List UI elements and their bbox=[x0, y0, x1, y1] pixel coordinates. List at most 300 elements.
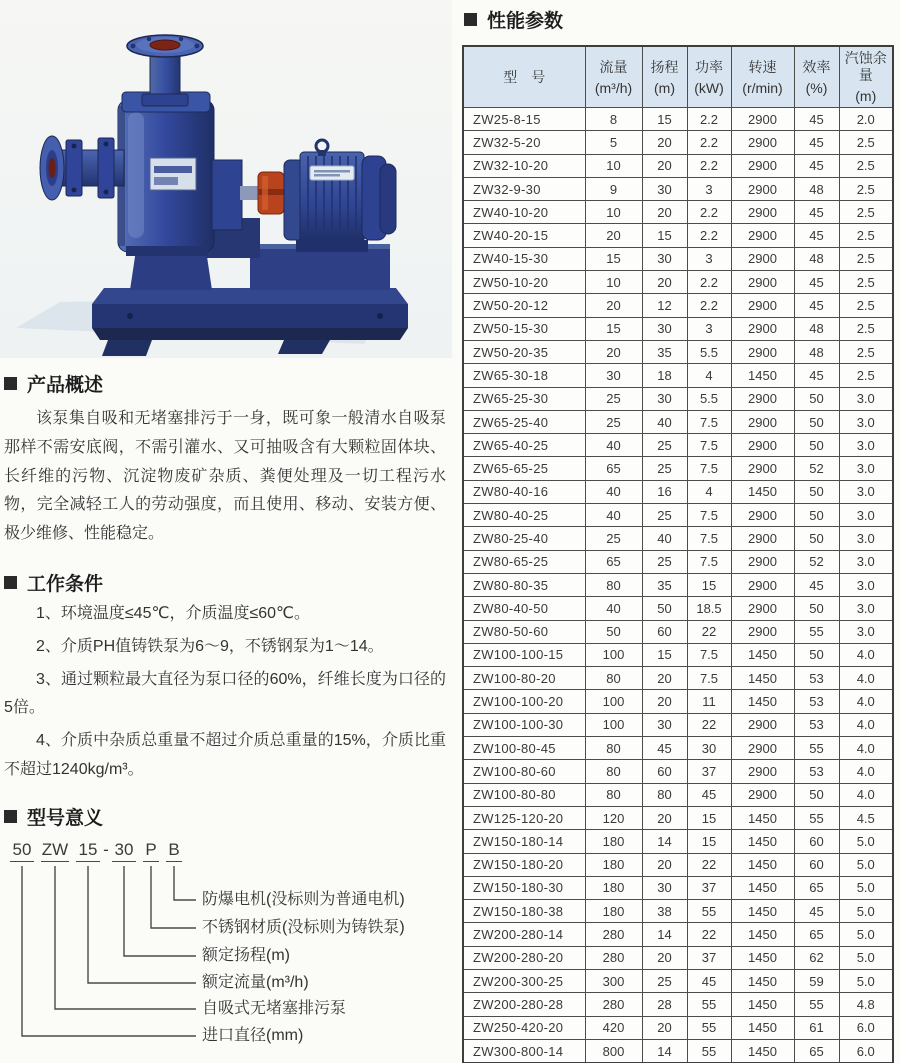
value-cell: 45 bbox=[794, 573, 839, 596]
value-cell: 100 bbox=[585, 713, 642, 736]
table-row bbox=[463, 271, 893, 294]
value-cell: 60 bbox=[794, 830, 839, 853]
value-cell: 50 bbox=[794, 597, 839, 620]
table-row bbox=[463, 876, 893, 899]
value-cell: 15 bbox=[687, 573, 731, 596]
value-cell: 18.5 bbox=[687, 597, 731, 620]
model-cell: ZW40-15-30 bbox=[463, 247, 585, 270]
value-cell: 14 bbox=[642, 1039, 687, 1063]
conditions-list bbox=[0, 600, 452, 785]
value-cell: 1450 bbox=[731, 946, 794, 969]
value-cell: 3.0 bbox=[839, 387, 893, 410]
conditions-title: 工作条件 bbox=[27, 573, 104, 595]
model-cell: ZW65-25-40 bbox=[463, 410, 585, 433]
value-cell: 7.5 bbox=[687, 667, 731, 690]
value-cell: 22 bbox=[687, 923, 731, 946]
value-cell: 53 bbox=[794, 667, 839, 690]
value-cell: 280 bbox=[585, 923, 642, 946]
diagram-line bbox=[55, 866, 196, 1009]
value-cell: 40 bbox=[585, 480, 642, 503]
section-model-meaning bbox=[0, 803, 452, 1058]
value-cell: 3.0 bbox=[839, 457, 893, 480]
model-cell: ZW300-800-14 bbox=[463, 1039, 585, 1063]
value-cell: 15 bbox=[585, 317, 642, 340]
value-cell: 55 bbox=[794, 620, 839, 643]
value-cell: 2.5 bbox=[839, 317, 893, 340]
overview-heading bbox=[4, 370, 452, 397]
value-cell: 25 bbox=[642, 504, 687, 527]
table-row bbox=[463, 573, 893, 596]
performance-title: 性能参数 bbox=[487, 11, 564, 32]
model-meaning-heading bbox=[4, 803, 452, 830]
model-cell: ZW150-180-20 bbox=[463, 853, 585, 876]
value-cell: 25 bbox=[585, 527, 642, 550]
model-cell: ZW100-80-60 bbox=[463, 760, 585, 783]
diagram-label: 额定流量(m³/h) bbox=[202, 973, 309, 991]
value-cell: 45 bbox=[794, 900, 839, 923]
value-cell: 1450 bbox=[731, 1016, 794, 1039]
model-code-token: ZW bbox=[41, 840, 69, 862]
performance-table-body bbox=[463, 108, 893, 1063]
value-cell: 6.0 bbox=[839, 1016, 893, 1039]
model-cell: ZW32-9-30 bbox=[463, 177, 585, 200]
value-cell: 2.2 bbox=[687, 294, 731, 317]
value-cell: 5.0 bbox=[839, 853, 893, 876]
value-cell: 10 bbox=[585, 271, 642, 294]
model-cell: ZW200-280-28 bbox=[463, 993, 585, 1016]
value-cell: 62 bbox=[794, 946, 839, 969]
table-row bbox=[463, 340, 893, 363]
value-cell: 50 bbox=[794, 527, 839, 550]
square-bullet-icon bbox=[4, 377, 17, 390]
table-row bbox=[463, 946, 893, 969]
value-cell: 50 bbox=[794, 504, 839, 527]
value-cell: 38 bbox=[642, 900, 687, 923]
value-cell: 7.5 bbox=[687, 527, 731, 550]
value-cell: 800 bbox=[585, 1039, 642, 1063]
value-cell: 2.5 bbox=[839, 177, 893, 200]
table-row bbox=[463, 294, 893, 317]
table-row bbox=[463, 760, 893, 783]
model-cell: ZW80-25-40 bbox=[463, 527, 585, 550]
value-cell: 1450 bbox=[731, 969, 794, 992]
model-cell: ZW40-20-15 bbox=[463, 224, 585, 247]
value-cell: 2900 bbox=[731, 271, 794, 294]
table-row bbox=[463, 247, 893, 270]
value-cell: 3.0 bbox=[839, 410, 893, 433]
value-cell: 25 bbox=[642, 434, 687, 457]
left-column bbox=[0, 0, 452, 1058]
value-cell: 25 bbox=[585, 410, 642, 433]
performance-table bbox=[462, 45, 894, 1063]
value-cell: 60 bbox=[642, 760, 687, 783]
value-cell: 2.2 bbox=[687, 201, 731, 224]
value-cell: 2900 bbox=[731, 294, 794, 317]
value-cell: 60 bbox=[794, 853, 839, 876]
value-cell: 48 bbox=[794, 340, 839, 363]
model-cell: ZW80-50-60 bbox=[463, 620, 585, 643]
model-cell: ZW200-280-20 bbox=[463, 946, 585, 969]
table-row bbox=[463, 806, 893, 829]
table-row bbox=[463, 1016, 893, 1039]
value-cell: 2.5 bbox=[839, 340, 893, 363]
value-cell: 48 bbox=[794, 317, 839, 340]
value-cell: 65 bbox=[585, 550, 642, 573]
value-cell: 2900 bbox=[731, 154, 794, 177]
table-row bbox=[463, 993, 893, 1016]
value-cell: 3 bbox=[687, 177, 731, 200]
value-cell: 20 bbox=[642, 946, 687, 969]
value-cell: 2900 bbox=[731, 597, 794, 620]
value-cell: 20 bbox=[642, 131, 687, 154]
column-header: 流量 (m³/h) bbox=[585, 46, 642, 108]
value-cell: 3.0 bbox=[839, 504, 893, 527]
model-cell: ZW100-80-20 bbox=[463, 667, 585, 690]
square-bullet-icon bbox=[464, 13, 477, 26]
value-cell: 5.0 bbox=[839, 946, 893, 969]
value-cell: 2900 bbox=[731, 713, 794, 736]
value-cell: 40 bbox=[585, 504, 642, 527]
value-cell: 35 bbox=[642, 340, 687, 363]
value-cell: 40 bbox=[642, 410, 687, 433]
table-row bbox=[463, 969, 893, 992]
value-cell: 45 bbox=[794, 294, 839, 317]
pump-casing bbox=[118, 92, 214, 256]
model-cell: ZW80-40-50 bbox=[463, 597, 585, 620]
value-cell: 4.8 bbox=[839, 993, 893, 1016]
value-cell: 14 bbox=[642, 830, 687, 853]
bearing-bracket bbox=[212, 160, 242, 230]
value-cell: 30 bbox=[642, 876, 687, 899]
diagram-line bbox=[124, 866, 196, 956]
value-cell: 180 bbox=[585, 900, 642, 923]
value-cell: 15 bbox=[585, 247, 642, 270]
value-cell: 50 bbox=[794, 387, 839, 410]
value-cell: 120 bbox=[585, 806, 642, 829]
value-cell: 4.0 bbox=[839, 760, 893, 783]
square-bullet-icon bbox=[4, 810, 17, 823]
value-cell: 25 bbox=[642, 550, 687, 573]
value-cell: 50 bbox=[794, 783, 839, 806]
table-row bbox=[463, 457, 893, 480]
table-row bbox=[463, 177, 893, 200]
value-cell: 20 bbox=[642, 853, 687, 876]
value-cell: 4 bbox=[687, 480, 731, 503]
value-cell: 80 bbox=[585, 667, 642, 690]
value-cell: 22 bbox=[687, 853, 731, 876]
discharge-flange bbox=[127, 35, 203, 57]
value-cell: 20 bbox=[585, 340, 642, 363]
model-cell: ZW50-15-30 bbox=[463, 317, 585, 340]
value-cell: 37 bbox=[687, 876, 731, 899]
table-row bbox=[463, 410, 893, 433]
value-cell: 4.0 bbox=[839, 690, 893, 713]
value-cell: 8 bbox=[585, 108, 642, 131]
table-row bbox=[463, 667, 893, 690]
value-cell: 52 bbox=[794, 550, 839, 573]
table-row bbox=[463, 830, 893, 853]
model-cell: ZW250-420-20 bbox=[463, 1016, 585, 1039]
model-cell: ZW100-80-45 bbox=[463, 737, 585, 760]
value-cell: 22 bbox=[687, 620, 731, 643]
model-cell: ZW50-10-20 bbox=[463, 271, 585, 294]
table-row bbox=[463, 201, 893, 224]
value-cell: 61 bbox=[794, 1016, 839, 1039]
value-cell: 2.5 bbox=[839, 201, 893, 224]
table-row bbox=[463, 480, 893, 503]
value-cell: 65 bbox=[794, 923, 839, 946]
section-overview bbox=[0, 370, 452, 549]
model-cell: ZW40-10-20 bbox=[463, 201, 585, 224]
value-cell: 45 bbox=[794, 201, 839, 224]
value-cell: 1450 bbox=[731, 806, 794, 829]
value-cell: 2900 bbox=[731, 527, 794, 550]
value-cell: 7.5 bbox=[687, 643, 731, 666]
model-cell: ZW32-10-20 bbox=[463, 154, 585, 177]
overview-title: 产品概述 bbox=[27, 375, 104, 396]
value-cell: 1450 bbox=[731, 900, 794, 923]
model-code-token: 15 bbox=[76, 840, 100, 862]
motor bbox=[284, 140, 396, 252]
value-cell: 59 bbox=[794, 969, 839, 992]
value-cell: 280 bbox=[585, 946, 642, 969]
value-cell: 25 bbox=[642, 969, 687, 992]
model-cell: ZW65-25-30 bbox=[463, 387, 585, 410]
model-cell: ZW150-180-38 bbox=[463, 900, 585, 923]
table-row bbox=[463, 853, 893, 876]
value-cell: 2.5 bbox=[839, 131, 893, 154]
value-cell: 30 bbox=[585, 364, 642, 387]
value-cell: 52 bbox=[794, 457, 839, 480]
section-conditions bbox=[0, 569, 452, 785]
performance-table-head-row bbox=[463, 46, 893, 108]
value-cell: 53 bbox=[794, 713, 839, 736]
table-row bbox=[463, 317, 893, 340]
value-cell: 4.5 bbox=[839, 806, 893, 829]
model-cell: ZW100-100-20 bbox=[463, 690, 585, 713]
value-cell: 80 bbox=[642, 783, 687, 806]
diagram-label: 额定扬程(m) bbox=[202, 946, 290, 964]
value-cell: 2.0 bbox=[839, 108, 893, 131]
value-cell: 55 bbox=[794, 806, 839, 829]
value-cell: 45 bbox=[642, 737, 687, 760]
value-cell: 7.5 bbox=[687, 410, 731, 433]
value-cell: 11 bbox=[687, 690, 731, 713]
value-cell: 60 bbox=[642, 620, 687, 643]
value-cell: 180 bbox=[585, 876, 642, 899]
diagram-line bbox=[88, 866, 196, 983]
value-cell: 1450 bbox=[731, 993, 794, 1016]
value-cell: 15 bbox=[642, 643, 687, 666]
value-cell: 2.2 bbox=[687, 224, 731, 247]
value-cell: 2900 bbox=[731, 783, 794, 806]
value-cell: 1450 bbox=[731, 364, 794, 387]
table-row bbox=[463, 597, 893, 620]
value-cell: 2900 bbox=[731, 410, 794, 433]
condition-item: 2、介质PH值铸铁泵为6～9，不锈钢泵为1～14。 bbox=[36, 637, 384, 655]
model-cell: ZW100-100-15 bbox=[463, 643, 585, 666]
value-cell: 300 bbox=[585, 969, 642, 992]
diagram-line bbox=[174, 866, 196, 900]
square-bullet-icon bbox=[4, 576, 17, 589]
motor-feet bbox=[296, 240, 368, 252]
value-cell: 5.0 bbox=[839, 969, 893, 992]
column-header: 功率 (kW) bbox=[687, 46, 731, 108]
value-cell: 4.0 bbox=[839, 783, 893, 806]
model-cell: ZW100-100-30 bbox=[463, 713, 585, 736]
model-code-token: B bbox=[166, 840, 182, 862]
value-cell: 2900 bbox=[731, 108, 794, 131]
value-cell: 30 bbox=[642, 713, 687, 736]
model-cell: ZW125-120-20 bbox=[463, 806, 585, 829]
value-cell: 2900 bbox=[731, 224, 794, 247]
value-cell: 30 bbox=[642, 387, 687, 410]
value-cell: 3.0 bbox=[839, 620, 893, 643]
suction-pipe bbox=[40, 136, 124, 200]
value-cell: 2.2 bbox=[687, 154, 731, 177]
value-cell: 1450 bbox=[731, 923, 794, 946]
value-cell: 53 bbox=[794, 760, 839, 783]
value-cell: 2900 bbox=[731, 247, 794, 270]
value-cell: 25 bbox=[585, 387, 642, 410]
table-row bbox=[463, 131, 893, 154]
value-cell: 180 bbox=[585, 853, 642, 876]
table-row bbox=[463, 434, 893, 457]
column-header: 型 号 bbox=[463, 46, 585, 108]
value-cell: 4.0 bbox=[839, 643, 893, 666]
value-cell: 2.5 bbox=[839, 247, 893, 270]
value-cell: 2900 bbox=[731, 387, 794, 410]
table-row bbox=[463, 620, 893, 643]
table-row bbox=[463, 737, 893, 760]
table-row bbox=[463, 154, 893, 177]
column-header: 扬程 (m) bbox=[642, 46, 687, 108]
pump-photo bbox=[0, 0, 452, 358]
value-cell: 20 bbox=[642, 667, 687, 690]
model-meaning-title: 型号意义 bbox=[27, 807, 104, 829]
value-cell: 10 bbox=[585, 201, 642, 224]
value-cell: 4.0 bbox=[839, 737, 893, 760]
model-cell: ZW50-20-12 bbox=[463, 294, 585, 317]
value-cell: 45 bbox=[794, 154, 839, 177]
value-cell: 2.5 bbox=[839, 154, 893, 177]
value-cell: 10 bbox=[585, 154, 642, 177]
value-cell: 50 bbox=[794, 480, 839, 503]
value-cell: 48 bbox=[794, 177, 839, 200]
table-row bbox=[463, 900, 893, 923]
value-cell: 55 bbox=[687, 900, 731, 923]
value-cell: 7.5 bbox=[687, 550, 731, 573]
model-cell: ZW25-8-15 bbox=[463, 108, 585, 131]
value-cell: 48 bbox=[794, 247, 839, 270]
value-cell: 2900 bbox=[731, 737, 794, 760]
table-row bbox=[463, 504, 893, 527]
value-cell: 55 bbox=[794, 737, 839, 760]
value-cell: 45 bbox=[794, 108, 839, 131]
value-cell: 2900 bbox=[731, 504, 794, 527]
value-cell: 40 bbox=[585, 597, 642, 620]
value-cell: 15 bbox=[642, 108, 687, 131]
value-cell: 80 bbox=[585, 783, 642, 806]
value-cell: 2900 bbox=[731, 317, 794, 340]
value-cell: 5 bbox=[585, 131, 642, 154]
model-cell: ZW100-80-80 bbox=[463, 783, 585, 806]
value-cell: 3.0 bbox=[839, 527, 893, 550]
condition-item: 4、介质中杂质总重量不超过介质总重量的15%，介质比重不超过1240kg/m³。 bbox=[4, 732, 446, 778]
value-cell: 45 bbox=[794, 364, 839, 387]
value-cell: 14 bbox=[642, 923, 687, 946]
model-diagram bbox=[0, 840, 452, 1058]
value-cell: 30 bbox=[642, 317, 687, 340]
value-cell: 3.0 bbox=[839, 550, 893, 573]
suction-flange bbox=[40, 136, 64, 200]
table-row bbox=[463, 108, 893, 131]
model-code bbox=[0, 840, 182, 862]
coupling bbox=[258, 172, 284, 214]
value-cell: 15 bbox=[687, 806, 731, 829]
table-row bbox=[463, 713, 893, 736]
value-cell: 20 bbox=[642, 806, 687, 829]
model-cell: ZW150-180-30 bbox=[463, 876, 585, 899]
value-cell: 55 bbox=[794, 993, 839, 1016]
value-cell: 3.0 bbox=[839, 480, 893, 503]
table-row bbox=[463, 387, 893, 410]
value-cell: 16 bbox=[642, 480, 687, 503]
value-cell: 65 bbox=[585, 457, 642, 480]
value-cell: 2.5 bbox=[839, 294, 893, 317]
value-cell: 7.5 bbox=[687, 434, 731, 457]
model-code-token: - bbox=[103, 839, 109, 859]
value-cell: 37 bbox=[687, 760, 731, 783]
model-cell: ZW50-20-35 bbox=[463, 340, 585, 363]
value-cell: 20 bbox=[642, 271, 687, 294]
value-cell: 2900 bbox=[731, 434, 794, 457]
value-cell: 2900 bbox=[731, 177, 794, 200]
value-cell: 5.5 bbox=[687, 340, 731, 363]
value-cell: 80 bbox=[585, 760, 642, 783]
model-cell: ZW80-40-25 bbox=[463, 504, 585, 527]
value-cell: 5.0 bbox=[839, 830, 893, 853]
diagram-label: 自吸式无堵塞排污泵 bbox=[202, 999, 347, 1017]
model-cell: ZW65-40-25 bbox=[463, 434, 585, 457]
model-cell: ZW200-300-25 bbox=[463, 969, 585, 992]
value-cell: 3.0 bbox=[839, 434, 893, 457]
value-cell: 280 bbox=[585, 993, 642, 1016]
value-cell: 50 bbox=[794, 410, 839, 433]
value-cell: 50 bbox=[585, 620, 642, 643]
value-cell: 2900 bbox=[731, 573, 794, 596]
value-cell: 5.0 bbox=[839, 923, 893, 946]
value-cell: 30 bbox=[642, 177, 687, 200]
value-cell: 55 bbox=[687, 1016, 731, 1039]
value-cell: 55 bbox=[687, 1039, 731, 1063]
value-cell: 65 bbox=[794, 876, 839, 899]
value-cell: 5.0 bbox=[839, 876, 893, 899]
table-row bbox=[463, 643, 893, 666]
value-cell: 20 bbox=[642, 1016, 687, 1039]
value-cell: 9 bbox=[585, 177, 642, 200]
value-cell: 2.5 bbox=[839, 271, 893, 294]
value-cell: 2.2 bbox=[687, 271, 731, 294]
value-cell: 2.5 bbox=[839, 224, 893, 247]
model-code-token: 30 bbox=[112, 840, 136, 862]
value-cell: 45 bbox=[794, 224, 839, 247]
diagram-label: 进口直径(mm) bbox=[202, 1026, 304, 1044]
value-cell: 6.0 bbox=[839, 1039, 893, 1063]
value-cell: 3.0 bbox=[839, 573, 893, 596]
value-cell: 3 bbox=[687, 247, 731, 270]
value-cell: 100 bbox=[585, 643, 642, 666]
